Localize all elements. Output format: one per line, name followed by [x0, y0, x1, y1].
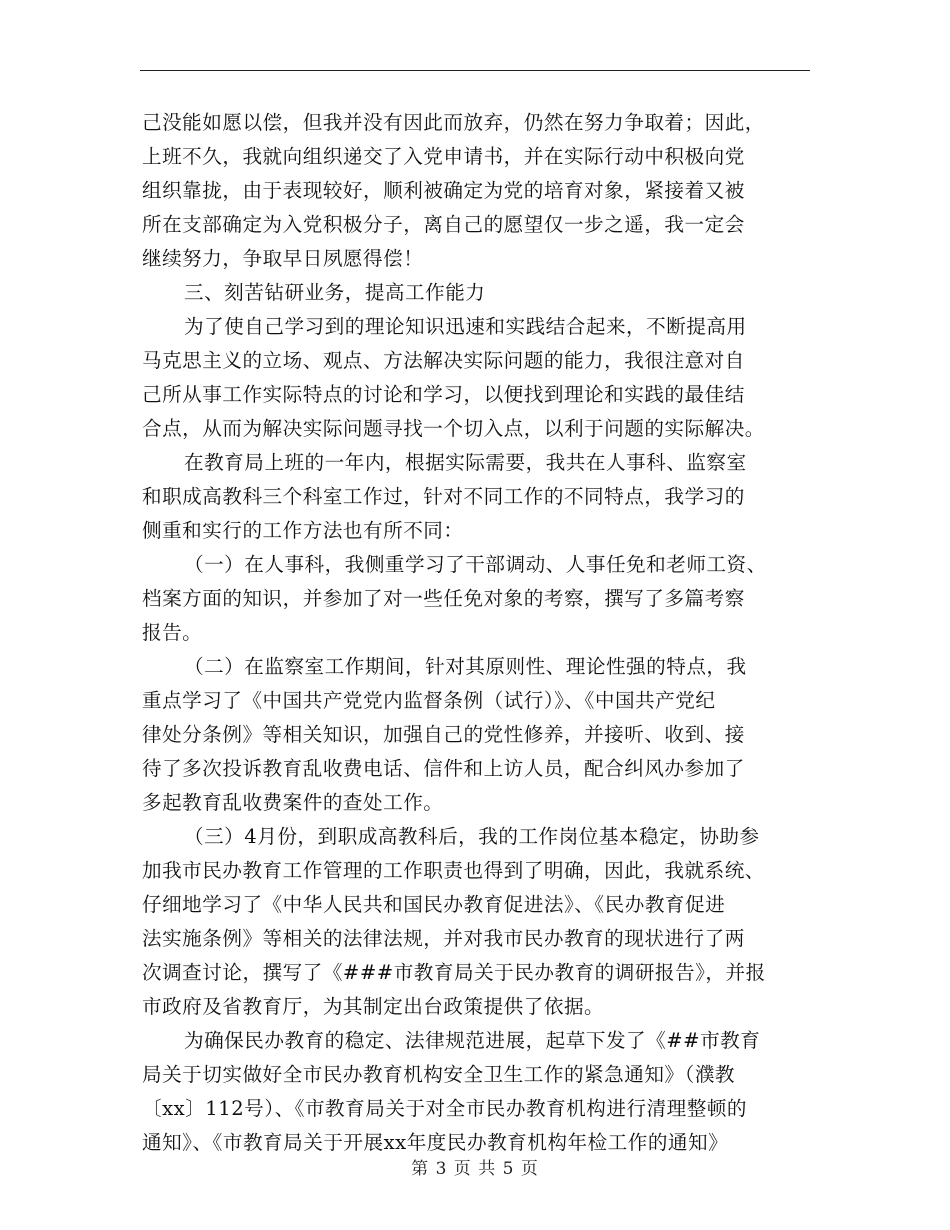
text-line: 市政府及省教育厅，为其制定出台政策提供了依据。: [142, 995, 605, 1018]
text-line: 马克思主义的立场、观点、方法解决实际问题的能力，我很注意对自: [142, 349, 745, 372]
paragraph-start-line: 为了使自己学习到的理论知识迅速和实践结合起来，不断提高用: [184, 315, 747, 338]
text-line: 和职成高教科三个科室工作过，针对不同工作的不同特点，我学习的: [142, 485, 745, 508]
text-line: 通知》、《市教育局关于开展xx年度民办教育机构年检工作的通知》: [142, 1131, 729, 1154]
page-number-footer: 第 3 页 共 5 页: [411, 1159, 539, 1179]
text-line: 〔xx〕112号）、《市教育局关于对全市民办教育机构进行清理整顿的: [142, 1097, 748, 1120]
text-line: 己没能如愿以偿，但我并没有因此而放弃，仍然在努力争取着；因此，: [142, 111, 765, 134]
header-rule: [140, 70, 810, 71]
paragraph-start-line: 三、刻苦钻研业务，提高工作能力: [184, 281, 486, 304]
text-line: 重点学习了《中国共产党党内监督条例（试行）》、《中国共产党纪: [142, 689, 716, 712]
paragraph-start-line: （一）在人事科，我侧重学习了干部调动、人事任免和老师工资、: [184, 553, 767, 576]
text-line: 组织靠拢，由于表现较好，顺利被确定为党的培育对象，紧接着又被: [142, 179, 745, 202]
text-line: 次调查讨论，撰写了《###市教育局关于民办教育的调研报告》，并报: [142, 961, 766, 984]
text-line: 报告。: [142, 621, 203, 644]
paragraph-start-line: （二）在监察室工作期间，针对其原则性、理论性强的特点，我: [184, 655, 747, 678]
text-line: 所在支部确定为入党积极分子，离自己的愿望仅一步之遥，我一定会: [142, 213, 745, 236]
text-line: 仔细地学习了《中华人民共和国民办教育促进法》、《民办教育促进: [142, 893, 726, 916]
text-line: 律处分条例》等相关知识，加强自己的党性修养，并接听、收到、接: [142, 723, 745, 746]
text-line: 继续努力，争取早日夙愿得偿！: [142, 247, 424, 270]
text-line: 档案方面的知识，并参加了对一些任免对象的考察，撰写了多篇考察: [142, 587, 745, 610]
text-line: 局关于切实做好全市民办教育机构安全卫生工作的紧急通知》（濮教: [142, 1063, 736, 1086]
text-line: 上班不久，我就向组织递交了入党申请书，并在实际行动中积极向党: [142, 145, 745, 168]
text-line: 侧重和实行的工作方法也有所不同：: [142, 519, 464, 542]
text-line: 法实施条例》等相关的法律法规，并对我市民办教育的现状进行了两: [142, 927, 745, 950]
text-line: 己所从事工作实际特点的讨论和学习，以便找到理论和实践的最佳结: [142, 383, 745, 406]
text-line: 多起教育乱收费案件的查处工作。: [142, 791, 444, 814]
paragraph-start-line: 为确保民办教育的稳定、法律规范进展，起草下发了《##市教育: [184, 1029, 761, 1052]
paragraph-start-line: （三）4月份，到职成高教科后，我的工作岗位基本稳定，协助参: [184, 825, 760, 848]
text-line: 待了多次投诉教育乱收费电话、信件和上访人员，配合纠风办参加了: [142, 757, 745, 780]
text-line: 加我市民办教育工作管理的工作职责也得到了明确，因此，我就系统、: [142, 859, 765, 882]
paragraph-start-line: 在教育局上班的一年内，根据实际需要，我共在人事科、监察室: [184, 451, 747, 474]
text-line: 合点，从而为解决实际问题寻找一个切入点，以利于问题的实际解决。: [142, 417, 765, 440]
document-body: [142, 106, 812, 1160]
